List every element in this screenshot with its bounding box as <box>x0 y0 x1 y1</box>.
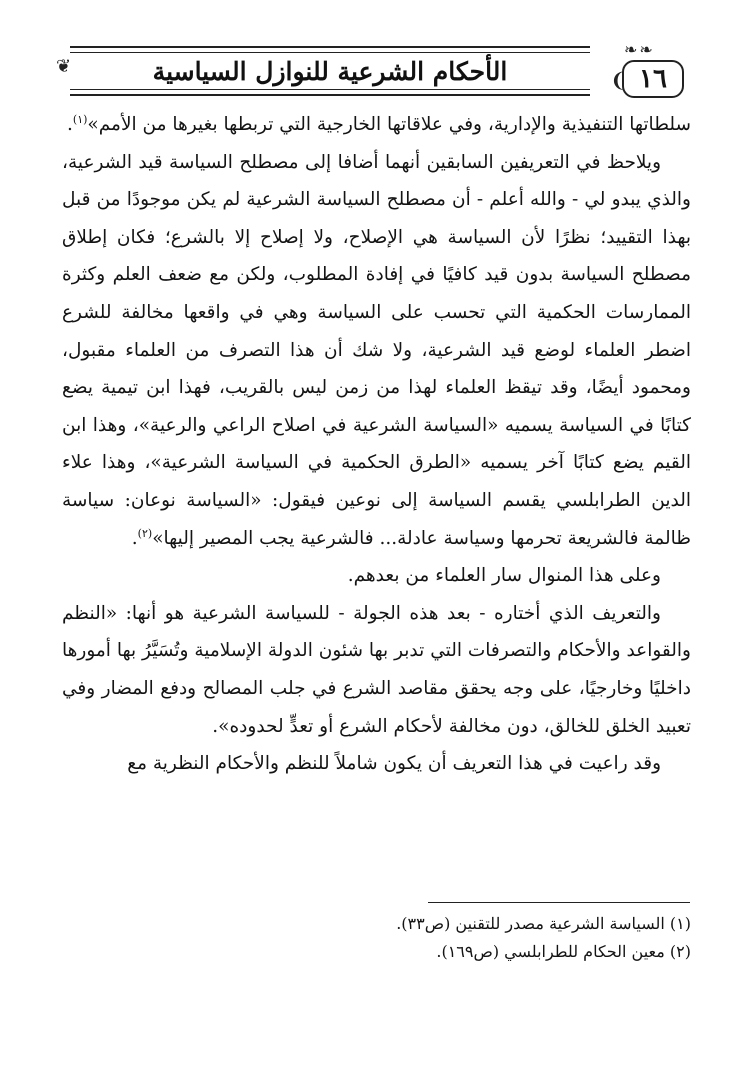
footnotes <box>62 910 691 966</box>
footnote-divider <box>428 902 690 903</box>
scroll-ornament-icon: ❧❧ <box>624 40 655 59</box>
paragraph-3: وعلى هذا المنوال سار العلماء من بعدهم. <box>347 565 661 587</box>
page-number-badge <box>610 40 692 96</box>
running-title: الأحكام الشرعية للنوازل السياسية <box>152 56 508 86</box>
page-header <box>56 40 696 102</box>
footnote-ref-1: (١) <box>72 112 88 126</box>
page-number: ١٦ <box>622 60 684 98</box>
paragraph-4: والتعريف الذي أختاره - بعد هذه الجولة - للسياسة الشرعية هو أنها: «النظم والقواعد والأحكام والتصرفات التي تدبر بها شئون الدولة الإسلامية وتُسَيَّرُ بها أمورها داخليًا وخارجيًا، على وجه يحقق مقاصد الشرع في جلب المصالح ودفع المضار وفي تعبيد الخلق للخالق، دون مخالفة لأحكام الشرع أو تعدٍّ لحدوده». <box>62 602 691 737</box>
paragraph-1: سلطاتها التنفيذية والإدارية، وفي علاقاتها الخارجية التي تربطها بغيرها من الأمم»$^{(١)}$. <box>67 112 691 135</box>
paragraph-5: وقد راعيت في هذا التعريف أن يكون شاملاً للنظم والأحكام النظرية مع <box>127 753 661 775</box>
footnote-2: (٢) معين الحكام للطرابلسي (ص١٦٩). <box>436 942 691 961</box>
running-title-frame <box>70 46 590 96</box>
curl-ornament-icon: ❨ <box>610 68 627 92</box>
paragraph-2: ويلاحظ في التعريفين السابقين أنهما أضافا إلى مصطلح السياسة قيد الشرعية، والذي يبدو لي - والله أعلم - أن مصطلح السياسة الشرعية لم يكن موجودًا من قبل بهذا التقييد؛ نظرًا لأن السياسة هي الإصلاح، ولا إصلاح إلا بالشرع؛ فكان إطلاق مصطلح السياسة بدون قيد كافيًا في إفادة المطلوب، ولكن مع ضعف العلم وكثرة الممارسات الحكمية التي تحسب على السياسة وهي في واقعها مخالفة للشرع اضطر العلماء لوضع قيد الشرعية، ولا شك أن هذا التصرف من العلماء مقبول، ومحمود أيضًا، وقد تيقظ العلماء لهذا من زمن ليس بالقريب، فهذا ابن تيمية يضع كتابًا في السياسة يسميه «السياسة الشرعية في اصلاح الراعي والرعية»، وهذا ابن القيم يضع كتابًا آخر يسميه «الطرق الحكمية في السياسة الشرعية»، وهذا علاء الدين الطرابلسي يقسم السياسة إلى نوعين فيقول: «السياسة نوعان: سياسة ظالمة فالشريعة تحرمها وسياسة عادلة... فالشرعية يجب المصير إليها»$^{(٢)}$. <box>62 151 691 549</box>
footnote-1: (١) السياسة الشرعية مصدر للتقنين (ص٣٣). <box>396 914 691 933</box>
footnote-ref-2: (٢) <box>137 526 153 540</box>
ornament-icon: ❦ <box>56 56 72 77</box>
main-text <box>62 106 691 783</box>
